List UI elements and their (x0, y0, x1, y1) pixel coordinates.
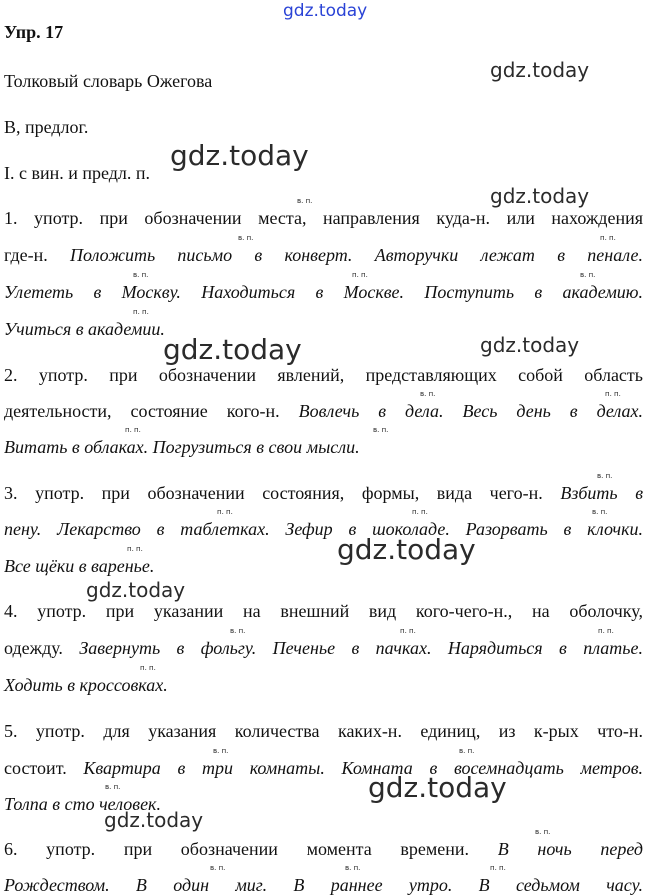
watermark: gdz.today (163, 333, 302, 366)
case-mark-prep: п. п. (133, 308, 149, 316)
case-mark-prep: п. п. (127, 545, 143, 553)
case-mark-acc: в. п. (210, 864, 226, 872)
case-mark-prep: п. п. (600, 234, 616, 242)
exercise-title: Упр. 17 (4, 22, 64, 42)
case-mark-acc: в. п. (345, 864, 361, 872)
case-mark-acc: в. п. (297, 197, 313, 205)
watermark: gdz.today (86, 578, 186, 602)
watermark: gdz.today (490, 58, 590, 82)
sense-5-line-3: Толпа в сто человек. (4, 794, 161, 814)
dictionary-source: Толковый словарь Ожегова (4, 71, 213, 91)
sense-4-line-2: одежду. Завернуть в фольгу. Печенье в пачках. Нарядиться в платье. (4, 638, 643, 658)
sense-3-line-1: 3. употр. при обозначении состояния, формы, вида чего-н. Взбить в (4, 483, 644, 503)
case-mark-prep: п. п. (140, 664, 156, 672)
sense-1-line-3: Улететь в Москву. Находиться в Москве. Поступить в академию. (4, 282, 643, 302)
sense-3-line-3: Все щёки в варенье. (4, 556, 155, 576)
case-mark-prep: п. п. (217, 508, 233, 516)
sense-6-line-2: Рождеством. В один миг. В раннее утро. В седьмом часу. (4, 875, 643, 895)
case-mark-prep: п. п. (352, 271, 368, 279)
case-mark-prep: п. п. (598, 627, 614, 635)
case-mark-acc: в. п. (535, 828, 551, 836)
case-mark-acc: в. п. (238, 234, 254, 242)
case-mark-prep: п. п. (490, 864, 506, 872)
sense-2-line-1: 2. употр. при обозначении явлений, представляющих собой область (4, 365, 643, 385)
watermark: gdz.today (368, 771, 507, 804)
sense-2-line-3: Витать в облаках. Погрузиться в свои мысли. (4, 437, 360, 457)
case-mark-acc: в. п. (459, 747, 475, 755)
watermark: gdz.today (104, 808, 204, 832)
headword: В, предлог. (4, 117, 89, 137)
sense-3-line-2: пену. Лекарство в таблетках. Зефир в шоколаде. Разорвать в клочки. (4, 519, 643, 539)
watermark: gdz.today (490, 184, 590, 208)
watermark: gdz.today (337, 533, 476, 566)
sense-1-line-4: Учиться в академии. (4, 319, 165, 339)
case-mark-acc: в. п. (592, 508, 608, 516)
case-mark-prep: п. п. (400, 627, 416, 635)
case-mark-acc: в. п. (420, 390, 436, 398)
case-mark-prep: п. п. (605, 390, 621, 398)
case-section: I. с вин. и предл. п. (4, 163, 151, 183)
sense-1-line-2: где-н. Положить письмо в конверт. Авторучки лежат в пенале. (4, 245, 643, 265)
case-mark-acc: в. п. (213, 747, 229, 755)
case-mark-acc: в. п. (373, 426, 389, 434)
case-mark-acc: в. п. (133, 271, 149, 279)
watermark: gdz.today (283, 1, 368, 21)
sense-4-line-3: Ходить в кроссовках. (4, 675, 168, 695)
case-mark-prep: п. п. (412, 508, 428, 516)
watermark: gdz.today (170, 139, 309, 172)
sense-2-line-2: деятельности, состояние кого-н. Вовлечь в дела. Весь день в делах. (4, 401, 644, 421)
watermark: gdz.today (480, 333, 580, 357)
sense-1-line-1: 1. употр. при обозначении места, направления куда-н. или нахождения (4, 208, 643, 228)
case-mark-acc: в. п. (597, 472, 613, 480)
case-mark-acc: в. п. (105, 783, 121, 791)
case-mark-prep: п. п. (125, 426, 141, 434)
sense-6-line-1: 6. употр. при обозначении момента времени. В ночь перед (4, 839, 643, 859)
case-mark-acc: в. п. (580, 271, 596, 279)
sense-5-line-2: состоит. Квартира в три комнаты. Комната в восемнадцать метров. (4, 758, 644, 778)
sense-5-line-1: 5. употр. для указания количества каких-н. единиц, из к-рых что-н. (4, 721, 643, 741)
sense-4-line-1: 4. употр. при указании на внешний вид кого-чего-н., на оболочку, (4, 601, 643, 621)
case-mark-acc: в. п. (230, 627, 246, 635)
